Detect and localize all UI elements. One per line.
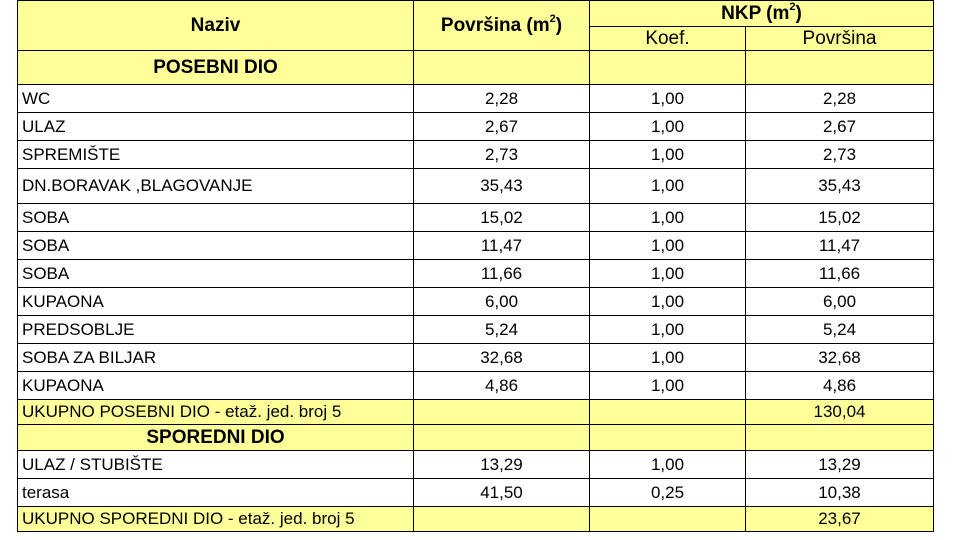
room-name: terasa xyxy=(18,479,414,507)
room-coefficient: 1,00 xyxy=(590,204,746,232)
room-nkp-area: 2,28 xyxy=(746,85,934,113)
room-area: 41,50 xyxy=(414,479,590,507)
room-coefficient: 1,00 xyxy=(590,85,746,113)
total-empty-cell xyxy=(414,507,590,532)
section-empty-cell xyxy=(590,425,746,451)
total-empty-cell xyxy=(590,507,746,532)
room-nkp-area: 11,66 xyxy=(746,260,934,288)
room-area: 2,28 xyxy=(414,85,590,113)
room-coefficient: 1,00 xyxy=(590,169,746,204)
table-row xyxy=(18,141,934,169)
room-name: SOBA xyxy=(18,204,414,232)
room-nkp-area: 2,67 xyxy=(746,113,934,141)
section-empty-cell xyxy=(746,425,934,451)
room-name: SOBA xyxy=(18,232,414,260)
room-area: 11,47 xyxy=(414,232,590,260)
room-area: 32,68 xyxy=(414,344,590,372)
room-area: 35,43 xyxy=(414,169,590,204)
table-row xyxy=(18,113,934,141)
table-row xyxy=(18,451,934,479)
total-value: 130,04 xyxy=(746,400,934,425)
section-empty-cell xyxy=(414,51,590,85)
section-header-row xyxy=(18,51,934,85)
nkp-povrsina-header: Površina xyxy=(746,27,934,51)
room-coefficient: 1,00 xyxy=(590,451,746,479)
room-name: WC xyxy=(18,85,414,113)
room-coefficient: 1,00 xyxy=(590,113,746,141)
room-nkp-area: 4,86 xyxy=(746,372,934,400)
room-name: KUPAONA xyxy=(18,288,414,316)
room-area: 6,00 xyxy=(414,288,590,316)
room-name: SPREMIŠTE xyxy=(18,141,414,169)
room-coefficient: 1,00 xyxy=(590,260,746,288)
room-area: 15,02 xyxy=(414,204,590,232)
room-area: 11,66 xyxy=(414,260,590,288)
table-row xyxy=(18,479,934,507)
table-row xyxy=(18,344,934,372)
table-row xyxy=(18,169,934,204)
room-coefficient: 1,00 xyxy=(590,316,746,344)
room-area: 13,29 xyxy=(414,451,590,479)
section-empty-cell xyxy=(590,51,746,85)
room-nkp-area: 2,73 xyxy=(746,141,934,169)
room-coefficient: 1,00 xyxy=(590,344,746,372)
koef-header: Koef. xyxy=(590,27,746,51)
table-row xyxy=(18,372,934,400)
room-name: PREDSOBLJE xyxy=(18,316,414,344)
nkp-header: NKP $(m^2)$ xyxy=(590,1,934,27)
total-row xyxy=(18,507,934,532)
table-row xyxy=(18,232,934,260)
room-name: ULAZ / STUBIŠTE xyxy=(18,451,414,479)
section-title: SPOREDNI DIO xyxy=(18,425,414,451)
room-coefficient: 1,00 xyxy=(590,141,746,169)
room-coefficient: 1,00 xyxy=(590,372,746,400)
room-name: SOBA xyxy=(18,260,414,288)
room-nkp-area: 13,29 xyxy=(746,451,934,479)
room-area: 5,24 xyxy=(414,316,590,344)
section-header-row xyxy=(18,425,934,451)
section-empty-cell xyxy=(746,51,934,85)
section-empty-cell xyxy=(414,425,590,451)
room-name: SOBA ZA BILJAR xyxy=(18,344,414,372)
room-area: 2,73 xyxy=(414,141,590,169)
room-name: DN.BORAVAK ,BLAGOVANJE xyxy=(18,169,414,204)
table-row xyxy=(18,288,934,316)
section-title: POSEBNI DIO xyxy=(18,51,414,85)
total-label: UKUPNO POSEBNI DIO - etaž. jed. broj 5 xyxy=(18,400,414,425)
total-label: UKUPNO SPOREDNI DIO - etaž. jed. broj 5 xyxy=(18,507,414,532)
table-row xyxy=(18,85,934,113)
room-name: KUPAONA xyxy=(18,372,414,400)
naziv-header: Naziv xyxy=(18,1,414,51)
room-nkp-area: 6,00 xyxy=(746,288,934,316)
room-coefficient: 1,00 xyxy=(590,232,746,260)
room-nkp-area: 32,68 xyxy=(746,344,934,372)
room-coefficient: 1,00 xyxy=(590,288,746,316)
povrsina-header: Površina $(m^2)$ xyxy=(414,1,590,51)
room-area: 4,86 xyxy=(414,372,590,400)
table-row xyxy=(18,204,934,232)
room-nkp-area: 5,24 xyxy=(746,316,934,344)
room-coefficient: 0,25 xyxy=(590,479,746,507)
table-row xyxy=(18,316,934,344)
room-nkp-area: 15,02 xyxy=(746,204,934,232)
room-nkp-area: 35,43 xyxy=(746,169,934,204)
total-empty-cell xyxy=(590,400,746,425)
room-name: ULAZ xyxy=(18,113,414,141)
area-table xyxy=(17,0,934,532)
total-value: 23,67 xyxy=(746,507,934,532)
room-nkp-area: 10,38 xyxy=(746,479,934,507)
room-nkp-area: 11,47 xyxy=(746,232,934,260)
total-empty-cell xyxy=(414,400,590,425)
room-area: 2,67 xyxy=(414,113,590,141)
total-row xyxy=(18,400,934,425)
table-row xyxy=(18,260,934,288)
